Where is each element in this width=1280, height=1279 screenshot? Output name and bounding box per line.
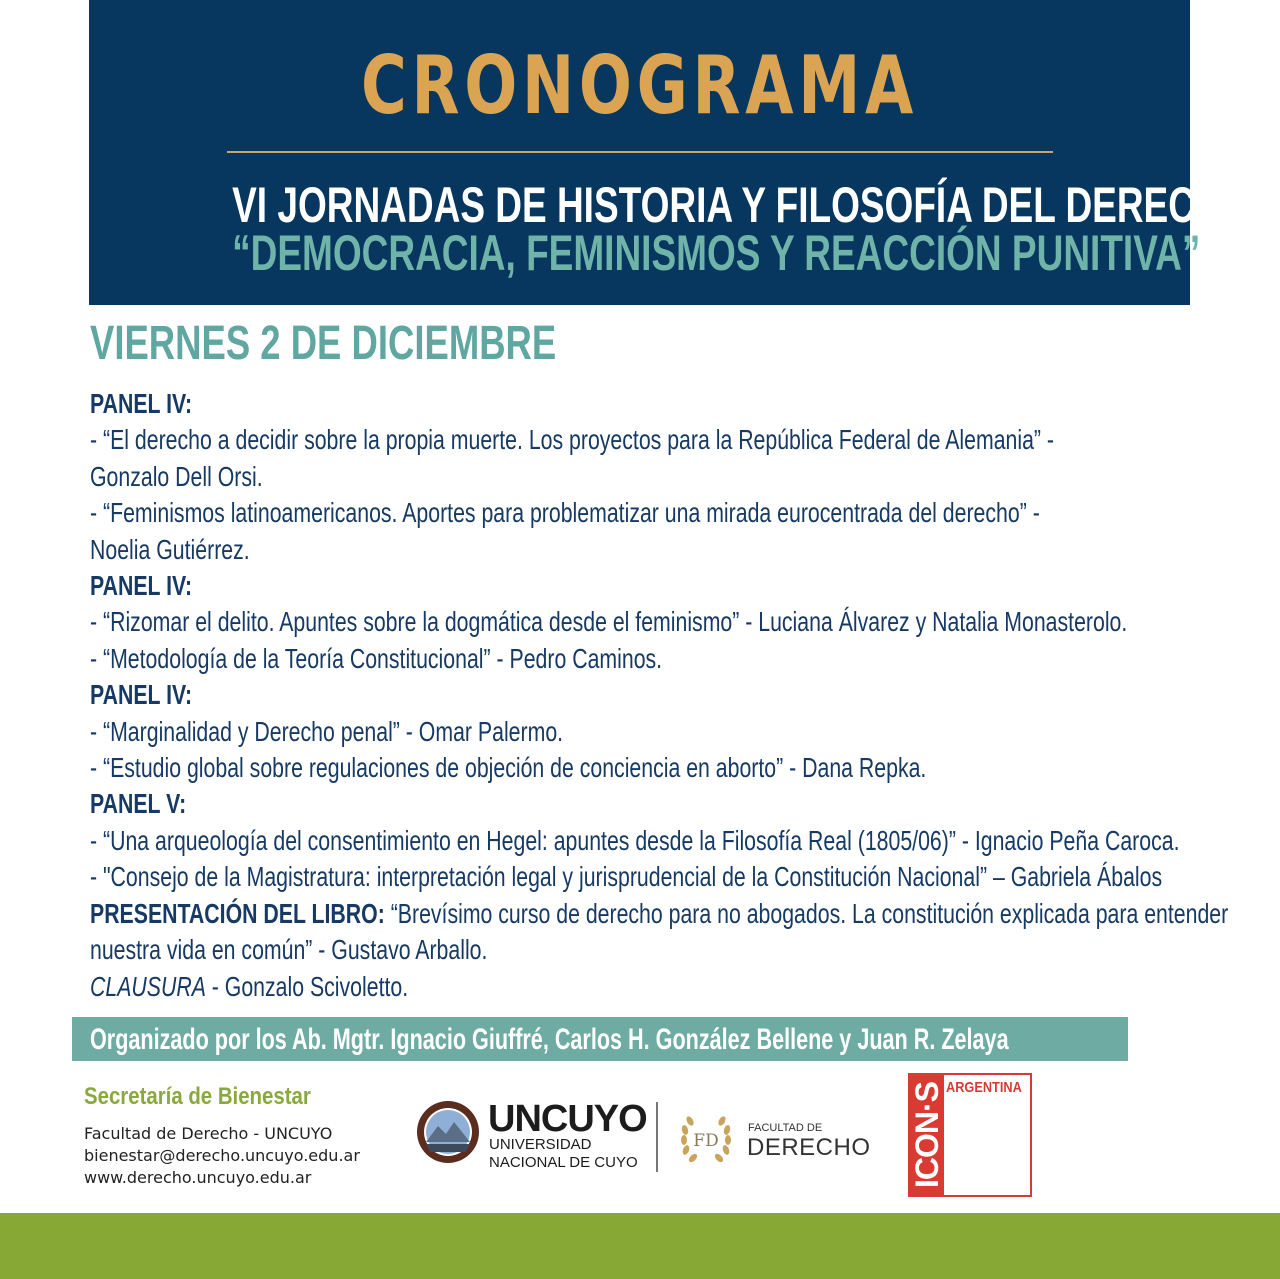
panel-heading: PANEL IV: <box>90 570 193 602</box>
closing-line <box>90 969 1230 1005</box>
icons-wordmark: ICON·S <box>909 1082 945 1188</box>
panel-heading: PANEL V: <box>90 788 187 820</box>
day-heading: VIERNES 2 DE DICIEMBRE <box>90 317 557 370</box>
book-label: PRESENTACIÓN DEL LIBRO: <box>90 897 385 929</box>
uncuyo-wordmark: UNCUYO <box>488 1098 647 1140</box>
icons-country: ARGENTINA <box>946 1079 1022 1096</box>
event-theme: “DEMOCRACIA, FEMINISMOS Y REACCIÓN PUNITIVA” <box>232 225 1201 281</box>
program-line: - “Una arqueología del consentimiento en Hegel: apuntes desde la Filosofía Real (1805/06)” - Ignacio Peña Caroca. <box>90 824 1180 856</box>
program-line: nuestra vida en común” - Gustavo Arballo. <box>90 934 488 966</box>
panel-heading: PANEL IV: <box>90 388 193 419</box>
fd-wordmark: DERECHO <box>747 1134 871 1161</box>
main-title: CRONOGRAMA <box>361 39 918 132</box>
program-line: - “Rizomar el delito. Apuntes sobre la dogmática desde el feminismo” - Luciana Álvarez y Natalia Monasterolo. <box>90 606 1128 638</box>
program-line: - “Marginalidad y Derecho penal” - Omar Palermo. <box>90 715 564 747</box>
fd-subtitle: FACULTAD DE <box>748 1122 823 1134</box>
fd-monogram: FD <box>693 1131 719 1151</box>
book-presentation <box>90 896 1230 932</box>
program-line: - “Estudio global sobre regulaciones de objeción de conciencia en aborto” - Dana Repka. <box>90 752 927 784</box>
uncuyo-subtitle: NACIONAL DE CUYO <box>489 1154 638 1171</box>
closing-speaker: - Gonzalo Scivoletto. <box>205 970 409 1002</box>
faculty-name: Facultad de Derecho - UNCUYO <box>84 1124 333 1143</box>
panel-heading: PANEL IV: <box>90 679 193 711</box>
book-title: “Brevísimo curso de derecho para no abogados. La constitución explicada para entender <box>384 897 1229 929</box>
program-line: Gonzalo Dell Orsi. <box>90 460 263 492</box>
logo-divider <box>656 1102 658 1172</box>
closing-label: CLAUSURA <box>90 970 206 1002</box>
organizers-text: Organizado por los Ab. Mgtr. Ignacio Giuffré, Carlos H. González Bellene y Juan R. Zelaya <box>90 1023 1009 1056</box>
icons-red-block <box>910 1075 944 1195</box>
program-line: Noelia Gutiérrez. <box>90 533 250 565</box>
program-line: - "Consejo de la Magistratura: interpretación legal y jurisprudencial de la Constitución Nacional” – Gabriela Ábalos <box>90 861 1163 893</box>
program-list <box>90 386 1230 1005</box>
laurel-icon <box>678 1107 734 1167</box>
uncuyo-subtitle: UNIVERSIDAD <box>489 1136 592 1153</box>
program-line: - “El derecho a decidir sobre la propia muerte. Los proyectos para la República Federal de Alemania” - <box>90 424 1055 456</box>
icons-argentina-logo <box>908 1073 1032 1197</box>
header-banner <box>89 0 1263 305</box>
contact-email[interactable]: bienestar@derecho.uncuyo.edu.ar <box>84 1146 360 1165</box>
title-divider <box>227 151 1053 153</box>
secretaria-title: Secretaría de Bienestar <box>84 1083 311 1110</box>
uncuyo-seal-logo <box>416 1100 480 1164</box>
program-line: - “Feminismos latinoamericanos. Aportes para problematizar una mirada eurocentrada del derecho” - <box>90 497 1040 529</box>
event-title: VI JORNADAS DE HISTORIA Y FILOSOFÍA DEL DERECHO: <box>232 177 1263 233</box>
program-line: - “Metodología de la Teoría Constitucional” - Pedro Caminos. <box>90 642 663 674</box>
footer-strip <box>0 1213 1280 1279</box>
organizers-bar <box>72 1017 1128 1061</box>
contact-website[interactable]: www.derecho.uncuyo.edu.ar <box>84 1168 312 1187</box>
